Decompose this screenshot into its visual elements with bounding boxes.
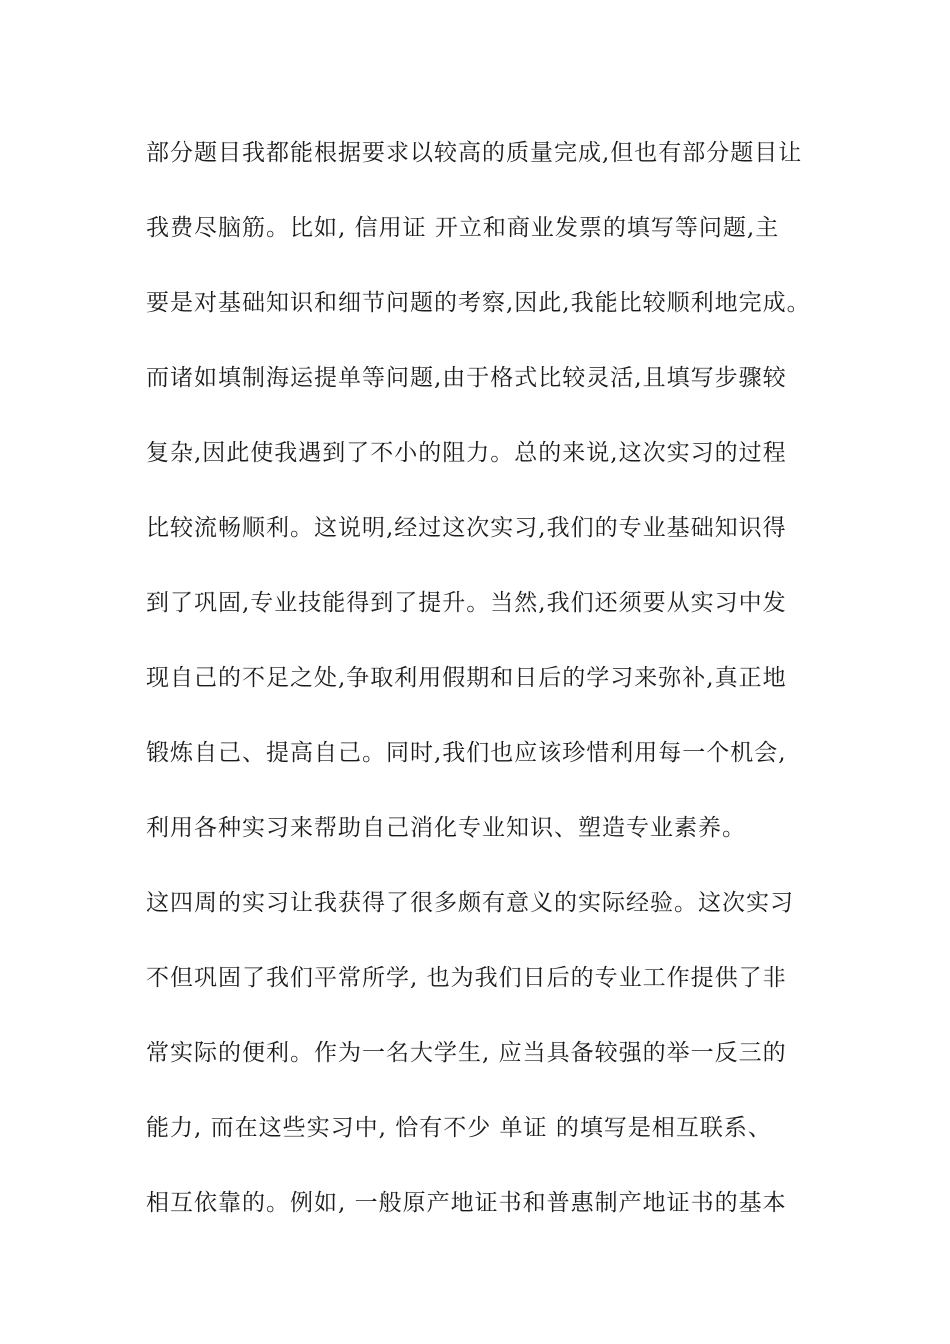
- text-line: 部分题目我都能根据要求以较高的质量完成,但也有部分题目让: [146, 140, 803, 166]
- text-line: 不但巩固了我们平常所学, 也为我们日后的专业工作提供了非: [146, 965, 787, 991]
- text-line: 我费尽脑筋。比如, 信用证 开立和商业发票的填写等问题,主: [146, 215, 780, 241]
- text-line: 要是对基础知识和细节问题的考察,因此,我能比较顺利地完成。: [146, 290, 811, 316]
- text-line: 这四周的实习让我获得了很多颇有意义的实际经验。这次实习: [146, 890, 794, 916]
- text-line: 复杂,因此使我遇到了不小的阻力。总的来说,这次实习的过程: [146, 440, 787, 466]
- text-line: 相互依靠的。例如, 一般原产地证书和普惠制产地证书的基本: [146, 1190, 787, 1216]
- text-line: 现自己的不足之处,争取利用假期和日后的学习来弥补,真正地: [146, 665, 787, 691]
- text-line: 锻炼自己、提高自己。同时,我们也应该珍惜利用每一个机会,: [146, 740, 787, 766]
- text-line: 比较流畅顺利。这说明,经过这次实习,我们的专业基础知识得: [146, 515, 787, 541]
- text-line: 利用各种实习来帮助自己消化专业知识、塑造专业素养。: [146, 815, 746, 841]
- text-line: 常实际的便利。作为一名大学生, 应当具备较强的举一反三的: [146, 1040, 787, 1066]
- document-body: [146, 130, 826, 1255]
- text-line: 能力, 而在这些实习中, 恰有不少 单证 的填写是相互联系、: [146, 1115, 772, 1141]
- text-line: 而诸如填制海运提单等问题,由于格式比较灵活,且填写步骤较: [146, 365, 787, 391]
- text-line: 到了巩固,专业技能得到了提升。当然,我们还须要从实习中发: [146, 590, 787, 616]
